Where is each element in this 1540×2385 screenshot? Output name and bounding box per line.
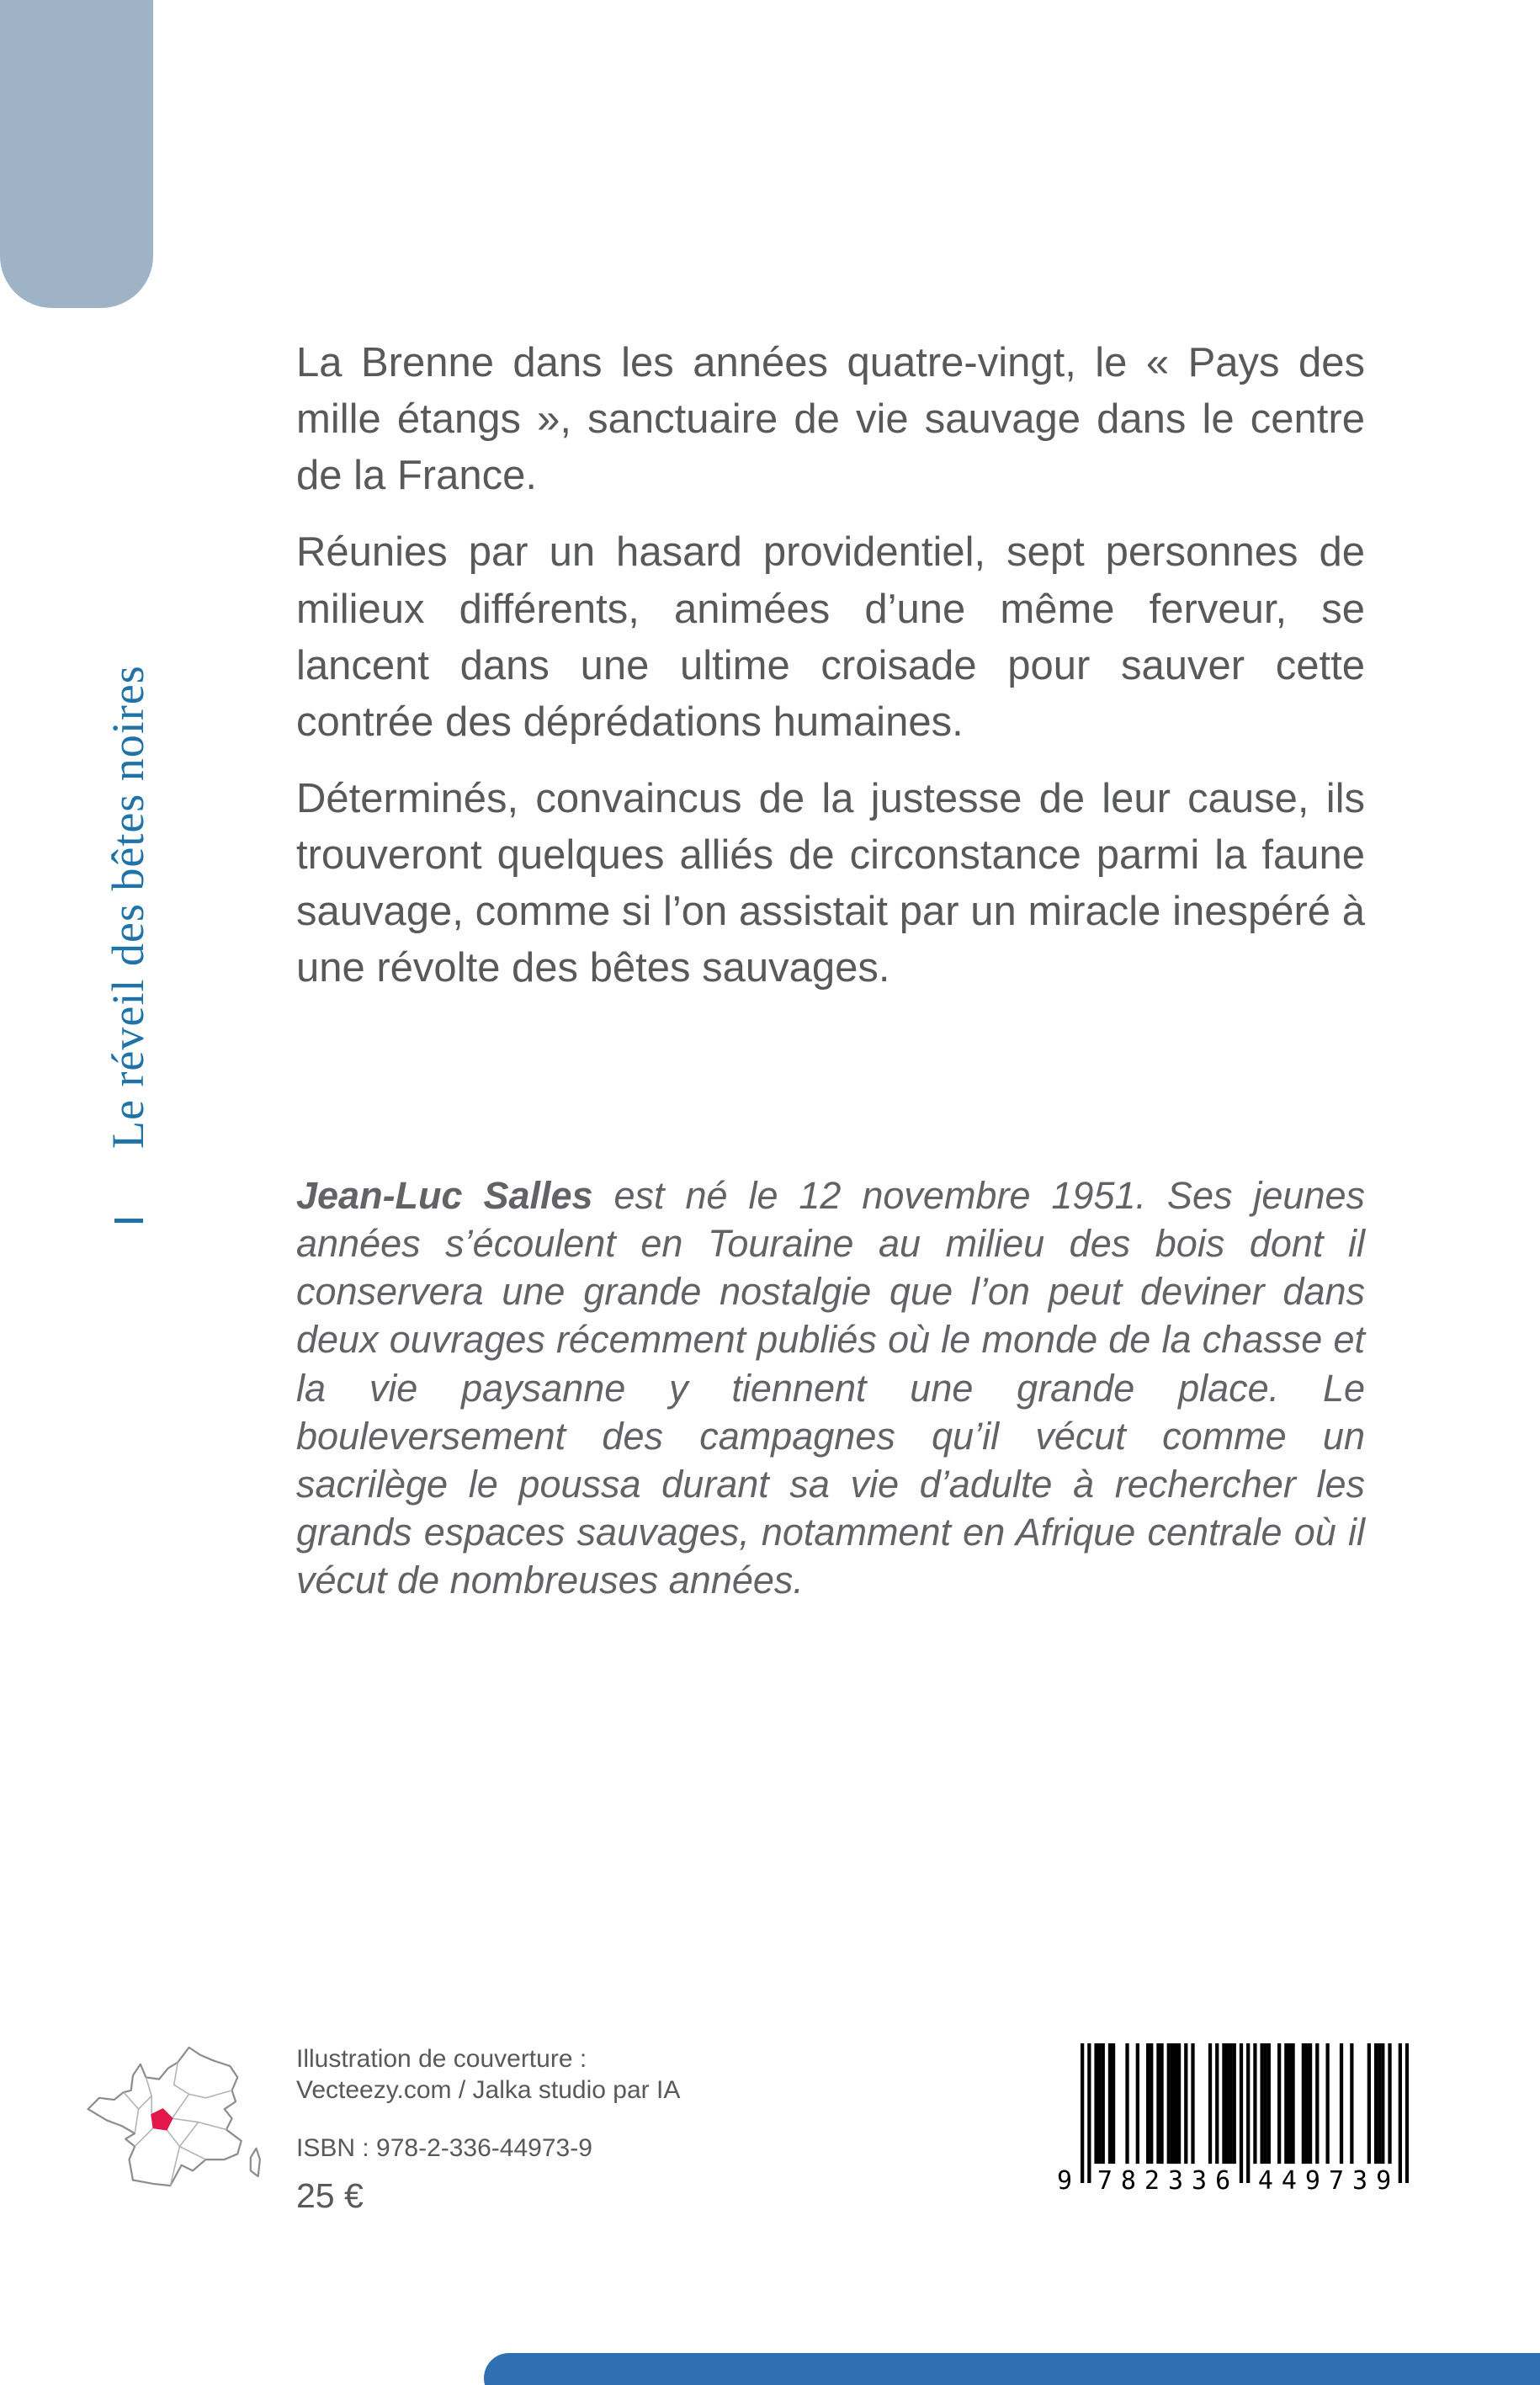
- spine-title-underline: [114, 1219, 143, 1223]
- price: 25 €: [296, 2176, 364, 2215]
- synopsis-paragraph-3: Déterminés, convaincus de la justesse de leur cause, ils trouveront quelques alliés de circonstance parmi la faune sauvage, comme si l’on assistait par un miracle inespéré à une révolte des bêtes sauvages.: [296, 775, 1365, 991]
- barcode-digit-system: 9: [1057, 2166, 1073, 2196]
- author-bio-text: est né le 12 novembre 1951. Ses jeunes années s’écoulent en Touraine au milieu des bois dont il conservera une grande nostalgie que l’on peut deviner dans deux ouvrages récemment publiés où le monde de la chasse et la vie paysanne y tiennent une grande place. Le bouleversement des campagnes qu’il vécut comme un sacrilège le poussa durant sa vie d’adulte à rechercher les grands espaces sauvages, notamment en Afrique centrale où il vécut de nombreuses années.: [296, 1174, 1365, 1602]
- barcode-digits-left: 782336: [1097, 2166, 1240, 2196]
- footer-credits: [296, 2043, 936, 2216]
- isbn: ISBN : 978-2-336-44973-9: [296, 2134, 592, 2162]
- barcode: [1057, 2043, 1414, 2200]
- cover-credit-line-1: Illustration de couverture :: [296, 2045, 587, 2073]
- top-left-decoration: [0, 0, 153, 308]
- author-name: Jean-Luc Salles: [296, 1174, 593, 1217]
- france-map-svg: [82, 2037, 269, 2230]
- synopsis-paragraph-2: Réunies par un hasard providentiel, sept personnes de milieux différents, animées d’une même ferveur, se lancent dans une ultime croisade pour sauver cette contrée des déprédations humaines.: [296, 529, 1365, 745]
- corsica-outline: [251, 2149, 260, 2176]
- barcode-bars-svg: [1081, 2043, 1409, 2183]
- synopsis-paragraph-1: La Brenne dans les années quatre-vingt, le « Pays des mille étangs », sanctuaire de vie sauvage dans le centre de la France.: [296, 340, 1365, 499]
- bottom-bar-decoration: [484, 2353, 1540, 2385]
- collection-title-vertical: Le réveil des bêtes noires: [103, 665, 153, 1150]
- france-map: [82, 2037, 269, 2230]
- synopsis-block: [296, 335, 1365, 1017]
- barcode-digits-right: 449739: [1257, 2166, 1400, 2196]
- cover-credit-line-2: Vecteezy.com / Jalka studio par IA: [296, 2076, 681, 2104]
- barcode-bars: [1081, 2043, 1409, 2183]
- author-bio: [296, 1171, 1365, 1604]
